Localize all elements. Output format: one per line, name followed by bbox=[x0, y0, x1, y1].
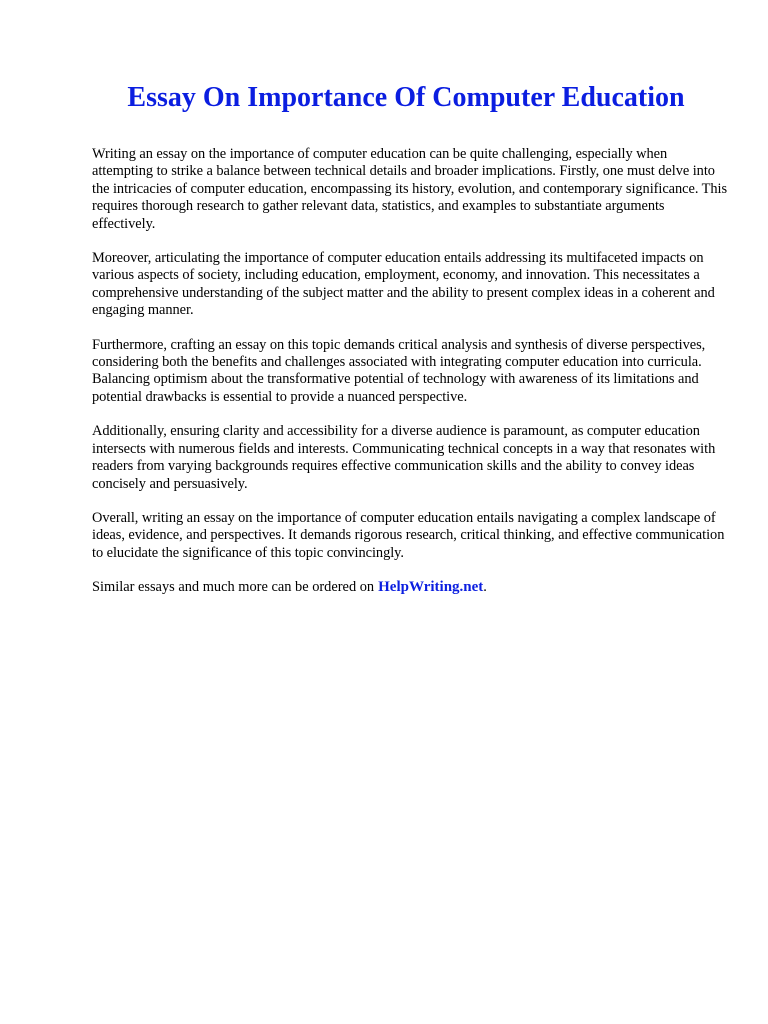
paragraph-1: Writing an essay on the importance of computer education can be quite challenging, especially when attempting to strike a balance between technical details and broader implications. Firstly, one must delve into the intricacies of computer education, encompassing its history, evolution, and contemporary significance. This requires thorough research to gather relevant data, statistics, and examples to substantiate arguments effectively. bbox=[92, 146, 728, 232]
paragraph-2: Moreover, articulating the importance of computer education entails addressing its multifaceted impacts on various aspects of society, including education, employment, economy, and innovation. This necessitates a comprehensive understanding of the subject matter and the ability to present complex ideas in a coherent and engaging manner. bbox=[92, 250, 715, 319]
helpwriting-link[interactable]: HelpWriting.net bbox=[378, 579, 484, 596]
paragraph-3: Furthermore, crafting an essay on this topic demands critical analysis and synthesis of diverse perspectives, considering both the benefits and challenges associated with integrating computer education into curricula. Balancing optimism about the transformative potential of technology with awareness of its limitations and potential drawbacks is essential to provide a nuanced perspective. bbox=[92, 336, 706, 405]
essay-body bbox=[92, 146, 728, 597]
paragraph-5: Overall, writing an essay on the importance of computer education entails navigating a complex landscape of ideas, evidence, and perspectives. It demands rigorous research, critical thinking, and effective communication to elucidate the significance of this topic convincingly. bbox=[92, 509, 725, 561]
page-title: Essay On Importance Of Computer Education bbox=[127, 82, 685, 113]
footer-line bbox=[92, 579, 728, 596]
footer-prefix: Similar essays and much more can be ordered on bbox=[92, 579, 375, 596]
paragraph-4: Additionally, ensuring clarity and accessibility for a diverse audience is paramount, as computer education intersects with numerous fields and interests. Communicating technical concepts in a way that resonates with readers from varying backgrounds requires effective communication skills and the ability to convey ideas concisely and persuasively. bbox=[92, 423, 716, 492]
footer-suffix: . bbox=[483, 579, 487, 596]
